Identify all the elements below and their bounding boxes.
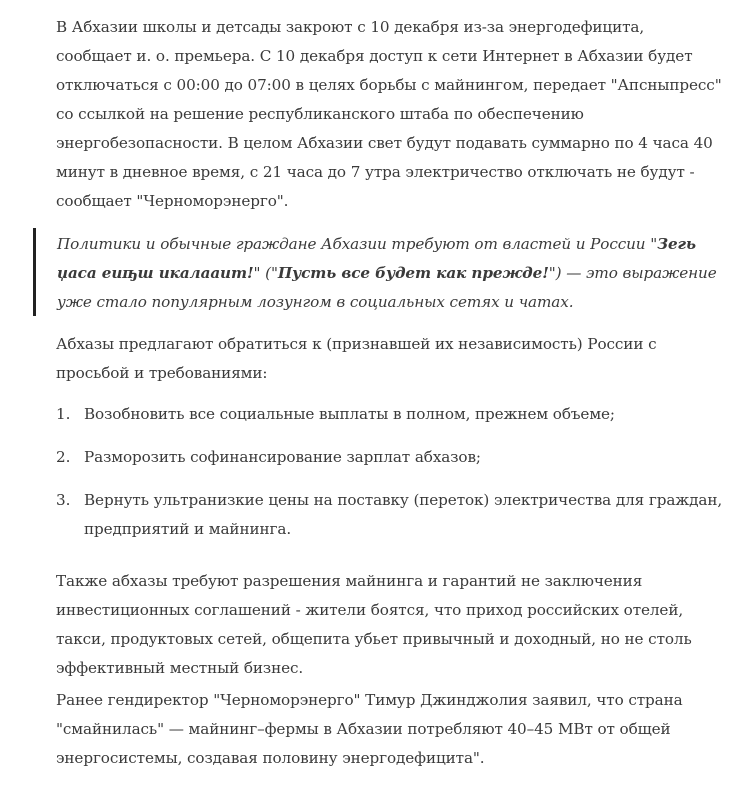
- list-item-number: 1.: [56, 405, 71, 423]
- list-item-text: Вернуть ультранизкие цены на поставку (переток) электричества для граждан, предприятий и майнинга.: [84, 491, 723, 538]
- quote-mid: " (": [253, 264, 278, 282]
- list-item: [56, 443, 724, 472]
- paragraph-ceo-statement: Ранее гендиректор "Черноморэнерго" Тимур Джинджолия заявил, что страна "смайнилась" — майнинг–фермы в Абхазии потребляют 40–45 МВт от общей энергосистемы, создавая половину энергодефицита".: [56, 691, 683, 767]
- paragraph-demands-intro: Абхазы предлагают обратиться к (признавшей их независимость) России с просьбой и требованиями:: [56, 335, 657, 382]
- list-item: [56, 400, 724, 429]
- paragraph-mining-demands: Также абхазы требуют разрешения майнинга и гарантий не заключения инвестиционных соглашений - жители боятся, что приход российских отелей, такси, продуктовых сетей, общепита убьет привычный и доходный, но не столь эффективный местный бизнес.: [56, 572, 692, 677]
- quote-slogan-russian: Пусть все будет как прежде!: [277, 264, 549, 282]
- list-item-text: Возобновить все социальные выплаты в полном, прежнем объеме;: [84, 405, 615, 423]
- quote-text: [57, 230, 727, 317]
- paragraph-energy-deficit: В Абхазии школы и детсады закроют с 10 декабря из-за энергодефицита, сообщает и. о. премьера. С 10 декабря доступ к сети Интернет в Абхазии будет отключаться с 00:00 до 07:00 в целях борьбы с майнингом, передает "Апсныпресс" со ссылкой на решение республиканского штаба по обеспечению энергобезопасности. В целом Абхазии свет будут подавать суммарно по 4 часа 40 минут в дневное время, с 21 часа до 7 утра электричество отключать не будут - сообщает "Черноморэнерго".: [56, 18, 722, 210]
- quote-slogan-abkhaz: Зегь џаса еиҧш икалааит!: [57, 235, 696, 282]
- demands-list: [56, 400, 724, 558]
- quote-tail: ") — это выражение уже стало популярным лозунгом в социальных сетях и чатах.: [57, 264, 717, 311]
- blockquote: [33, 228, 736, 316]
- list-item-number: 3.: [56, 491, 71, 509]
- list-item: [56, 486, 724, 544]
- list-item-text: Разморозить софинансирование зарплат абхазов;: [84, 448, 481, 466]
- quote-lead: Политики и обычные граждане Абхазии требуют от властей и России ": [57, 235, 658, 253]
- list-item-number: 2.: [56, 448, 71, 466]
